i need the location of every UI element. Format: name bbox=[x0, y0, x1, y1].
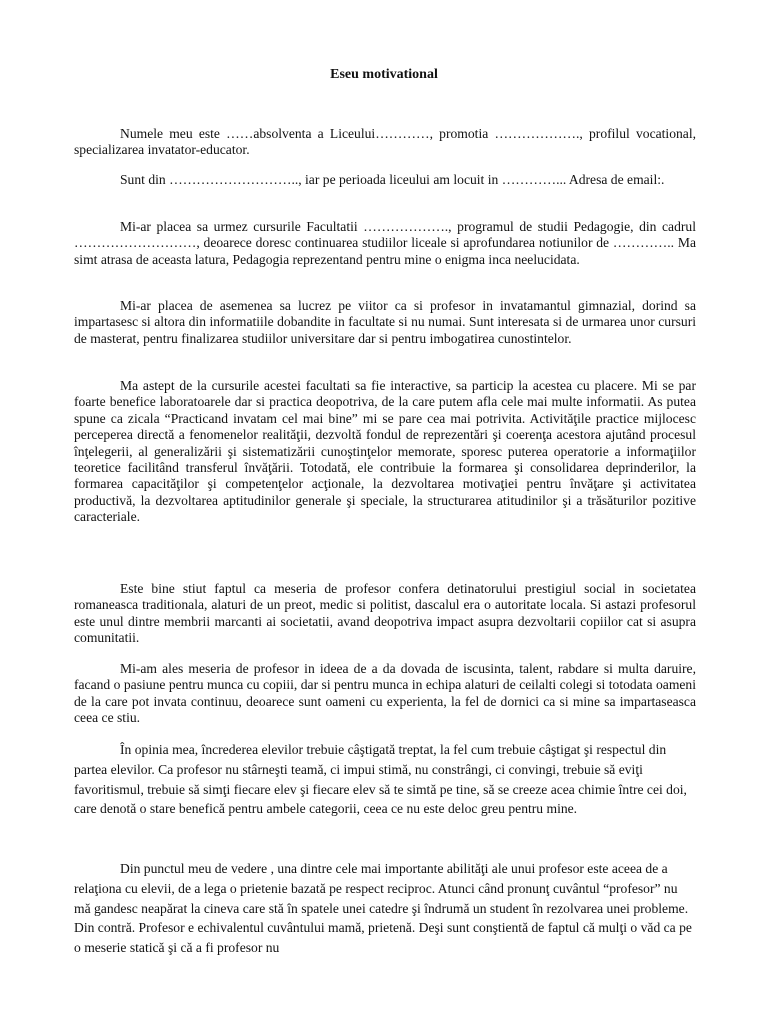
paragraph-teacher-abilities: Din punctul meu de vedere , una dintre cele mai importante abilităţi ale unui profesor este aceea de a relaţiona cu elevii, de a lega o prietenie bazată pe respect reciproc. Atunci când pronunţ cuvântul “profesor” nu mă gandesc neapărat la cineva care stă în spatele unei catedre şi îndrumă un student în rezolvarea unei probleme. Din contră. Profesor e echivalentul cuvântului mamă, prietenă. Deşi sunt conştientă de faptul că mulţi o văd ca pe o meserie statică şi că a fi profesor nu bbox=[74, 861, 692, 956]
paragraph-expectations: Ma astept de la cursurile acestei facultati sa fie interactive, sa particip la acestea cu placere. Mi se par foarte benefice laboratoarele dar si practica deopotriva, de la care putem afla cele mai multe informatii. As putea spune ca zicala “Practicand invatam cel mai bine” mi se pare cea mai potrivita. Activităţile practice mijlocesc perceperea directă a fenomenelor realităţii, dezvoltă fondul de reprezentări şi coerenţa acestora ajutând procesul înţelegerii, al generalizării şi sistematizării cunoştinţelor memorate, sporesc puterea operatorie a informaţiilor teoretice facilitând transferul învăţării. Totodată, ele contribuie la formarea şi consolidarea deprinderilor, la formarea capacităţilor şi competenţelor acţionale, la dezvoltarea motivaţiei pentru învăţare şi activitatea productivă, la dezvoltarea aptitudinilor generale şi speciale, la structurarea atitudinilor şi a trăsăturilor pozitive caracteriale. bbox=[74, 378, 696, 525]
paragraph-origin: Sunt din ……………………….., iar pe perioada liceului am locuit in …………... Adresa de email:. bbox=[120, 172, 665, 187]
paragraph-future-plans: Mi-ar placea de asemenea sa lucrez pe viitor ca si profesor in invatamantul gimnazial, dorind sa impartasesc si altora din informatiile dobandite in facultate si nu numai. Sunt interesata si de urmarea unor cursuri de masterat, pentru finalizarea studiilor universitare dar si pentru imbogatirea cunostintelor. bbox=[74, 298, 696, 346]
document-title: Eseu motivational bbox=[330, 67, 438, 82]
paragraph-student-trust: În opinia mea, încrederea elevilor trebuie câştigată treptat, la fel cum trebuie câştigat şi respectul din partea elevilor. Ca profesor nu stârneşti teamă, ci impui stimă, nu constrângi, ci convingi, trebuie să eviţi favoritismul, trebuie să simţi fiecare elev şi fiecare elev să te simtă pe tine, să se creeze acea chimie între cei doi, care denotă o stare benefică pentru ambele categorii, ceea ce nu este deloc greu pentru mine. bbox=[74, 742, 687, 817]
paragraph-social-prestige: Este bine stiut faptul ca meseria de profesor confera detinatorului prestigiul social in societatea romaneasca traditionala, alaturi de un preot, medic si politist, dascalul era o autoritate locala. Si astazi profesorul este unul dintre membrii marcanti ai societatii, avand deopotriva impact asupra dezvoltarii copiilor cat si asupra comunitatii. bbox=[74, 581, 696, 646]
paragraph-faculty-choice: Mi-ar placea sa urmez cursurile Facultatii ………………., programul de studii Pedagogie, din cadrul ………………………, deoarece doresc continuarea studiilor liceale si aprofundarea notiunilor de ………….. Ma simt atrasa de aceasta latura, Pedagogia reprezentand pentru mine o enigma inca neelucidata. bbox=[74, 219, 696, 267]
paragraph-introduction: Numele meu este ……absolventa a Liceului…………, promotia ………………., profilul vocational, specializarea invatator-educator. bbox=[74, 126, 696, 158]
paragraph-career-choice: Mi-am ales meseria de profesor in ideea de a da dovada de iscusinta, talent, rabdare si multa daruire, facand o pasiune pentru munca cu copiii, dar si pentru munca in echipa alaturi de ceilalti colegi si totodata oameni de la care pot invata continuu, deoarece sunt oameni cu experienta, la fel de dornici ca si mine sa impartaseasca ceea ce stiu. bbox=[74, 661, 696, 726]
